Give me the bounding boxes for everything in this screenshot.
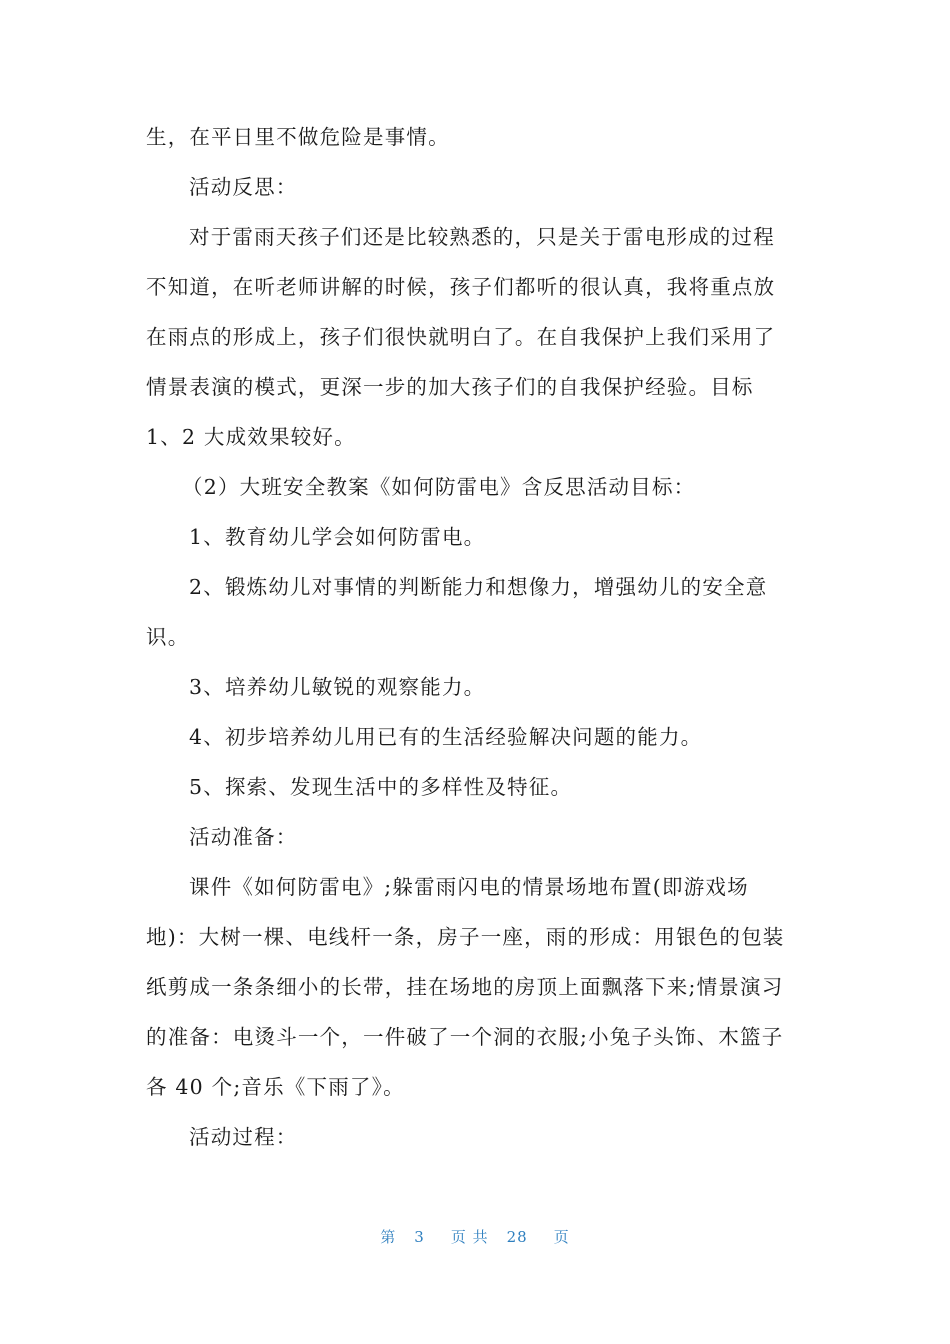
body-line: 识。 xyxy=(146,625,190,649)
body-line: 纸剪成一条条细小的长带，挂在场地的房顶上面飘落下来;情景演习 xyxy=(146,975,784,999)
body-line: 各 40 个;音乐《下雨了》。 xyxy=(146,1075,405,1099)
body-line: 课件《如何防雷电》;躲雷雨闪电的情景场地布置(即游戏场 xyxy=(189,875,749,899)
footer-suffix: 页 xyxy=(553,1228,570,1246)
body-line: 不知道，在听老师讲解的时候，孩子们都听的很认真，我将重点放 xyxy=(146,275,776,299)
body-line: 在雨点的形成上，孩子们很快就明白了。在自我保护上我们采用了 xyxy=(146,325,776,349)
body-line: 的准备：电烫斗一个，一件破了一个洞的衣服;小兔子头饰、木篮子 xyxy=(146,1025,784,1049)
body-line: 对于雷雨天孩子们还是比较熟悉的，只是关于雷电形成的过程 xyxy=(189,225,775,249)
footer-middle: 页 共 xyxy=(450,1228,489,1246)
list-item: 1、教育幼儿学会如何防雷电。 xyxy=(189,525,486,549)
body-line: 情景表演的模式，更深一步的加大孩子们的自我保护经验。目标 xyxy=(146,375,754,399)
body-line: 生，在平日里不做危险是事情。 xyxy=(146,125,450,149)
footer-total-pages: 28 xyxy=(506,1228,528,1246)
section-heading-preparation: 活动准备： xyxy=(189,825,298,849)
list-item: 5、探索、发现生活中的多样性及特征。 xyxy=(189,775,573,799)
list-item: 3、培养幼儿敏锐的观察能力。 xyxy=(189,675,486,699)
section-heading-reflection: 活动反思： xyxy=(189,175,298,199)
body-line: 1、2 大成效果较好。 xyxy=(146,425,356,449)
footer-prefix: 第 xyxy=(380,1228,397,1246)
list-item: 2、锻炼幼儿对事情的判断能力和想像力，增强幼儿的安全意 xyxy=(189,575,768,599)
footer-page-number: 3 xyxy=(414,1228,425,1246)
body-line: 地)：大树一棵、电线杆一条，房子一座，雨的形成：用银色的包装 xyxy=(146,925,785,949)
document-body xyxy=(146,112,806,1162)
list-item: 4、初步培养幼儿用已有的生活经验解决问题的能力。 xyxy=(189,725,703,749)
section-heading-lesson-2: （2）大班安全教案《如何防雷电》含反思活动目标： xyxy=(182,475,696,499)
section-heading-process: 活动过程： xyxy=(189,1125,298,1149)
page-footer xyxy=(0,1226,950,1247)
